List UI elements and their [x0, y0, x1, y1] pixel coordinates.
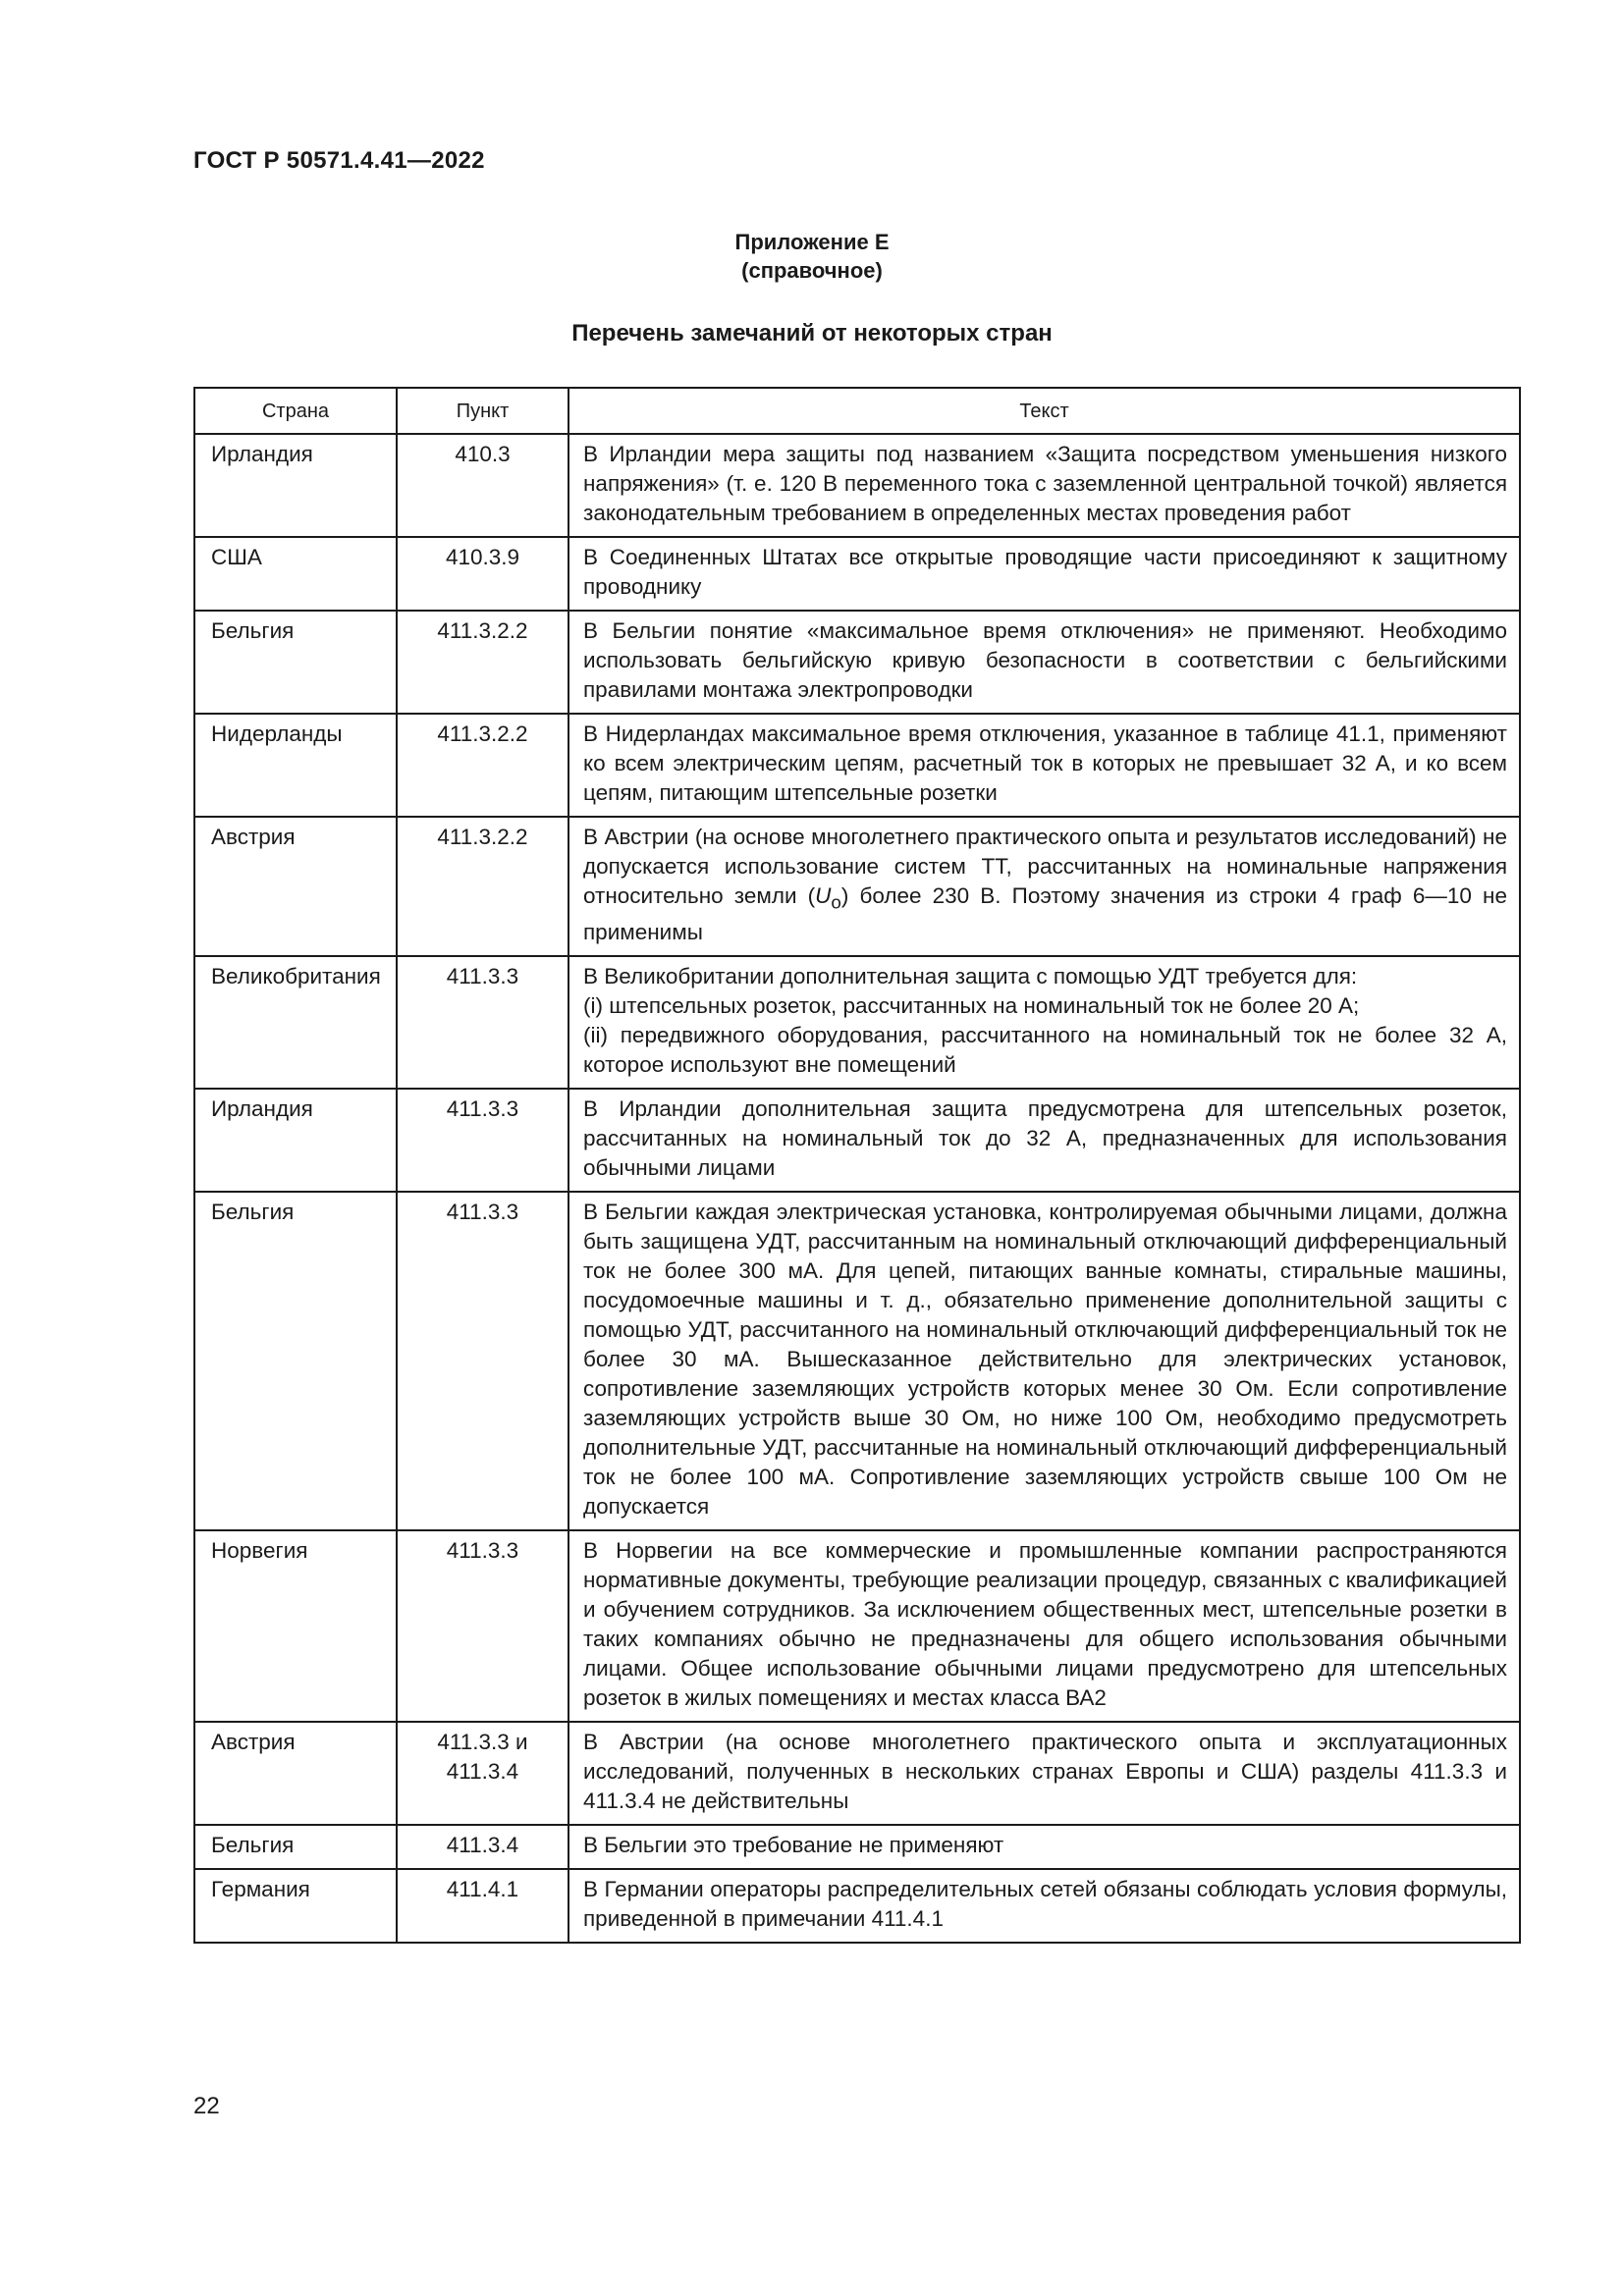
table-row: [194, 1825, 1520, 1869]
table-header-row: [194, 388, 1520, 434]
table-row: [194, 434, 1520, 537]
country-cell: Нидерланды: [194, 714, 397, 817]
table-row: [194, 1722, 1520, 1825]
text-part: ) более 230 В. Поэтому значения из строки 4 граф 6—10 не применимы: [583, 883, 1507, 944]
text-cell: [568, 817, 1520, 956]
text-line: (ii) передвижного оборудования, рассчитанного на номинальный ток не более 32 А, которое используют вне помещений: [583, 1022, 1507, 1077]
header-clause: Пункт: [397, 388, 568, 434]
country-cell: Бельгия: [194, 1825, 397, 1869]
text-cell: В Норвегии на все коммерческие и промышленные компании распространяются нормативные документы, требующие реализации процедур, связанных с квалификацией и обучением сотрудников. За исключением общественных мест, штепсельные розетки в таких компаниях обычно не предназначены для общего использования обычными лицами. Общее использование обычными лицами предусмотрено для штепсельных розеток в жилых помещениях и местах класса ВА2: [568, 1530, 1520, 1722]
table-row: [194, 1530, 1520, 1722]
voltage-symbol: U: [815, 883, 832, 908]
clause-cell: 411.3.2.2: [397, 611, 568, 714]
text-cell: В Бельгии понятие «максимальное время отключения» не применяют. Необходимо использовать бельгийскую кривую безопасности в соответствии с бельгийскими правилами монтажа электропроводки: [568, 611, 1520, 714]
table-row: [194, 817, 1520, 956]
text-part: В Австрии (на основе многолетнего практического опыта и результатов исследований) не допускается использование систем ТТ, рассчитанных на номинальные напряжения относительно земли (: [583, 825, 1507, 908]
clause-cell: 411.3.3: [397, 1089, 568, 1192]
country-cell: Бельгия: [194, 611, 397, 714]
clause-line: 411.3.4: [446, 1758, 519, 1784]
text-cell: В Нидерландах максимальное время отключения, указанное в таблице 41.1, применяют ко всем электрическим цепям, расчетный ток в которых не превышает 32 А, и ко всем цепям, питающим штепсельные розетки: [568, 714, 1520, 817]
country-cell: Ирландия: [194, 434, 397, 537]
clause-cell: 411.3.2.2: [397, 714, 568, 817]
clause-cell: 410.3: [397, 434, 568, 537]
text-cell: В Соединенных Штатах все открытые проводящие части присоединяют к защитному проводнику: [568, 537, 1520, 611]
header-text: Текст: [568, 388, 1520, 434]
text-cell: В Ирландии дополнительная защита предусмотрена для штепсельных розеток, рассчитанных на номинальный ток до 32 А, предназначенных для использования обычными лицами: [568, 1089, 1520, 1192]
text-cell: В Ирландии мера защиты под названием «Защита посредством уменьшения низкого напряжения» (т. е. 120 В переменного тока с заземленной центральной точкой) является законодательным требованием в определенных местах проведения работ: [568, 434, 1520, 537]
voltage-subscript: o: [831, 891, 841, 913]
country-cell: Норвегия: [194, 1530, 397, 1722]
table-title: Перечень замечаний от некоторых стран: [571, 320, 1053, 347]
clause-cell: 411.3.3: [397, 1530, 568, 1722]
text-cell: В Бельгии это требование не применяют: [568, 1825, 1520, 1869]
clause-cell: 411.3.3: [397, 956, 568, 1089]
table-row: [194, 611, 1520, 714]
text-cell: В Бельгии каждая электрическая установка, контролируемая обычными лицами, должна быть защищена УДТ, рассчитанным на номинальный отключающий дифференциальный ток не более 300 мА. Для цепей, питающих ванные комнаты, стиральные машины, посудомоечные машины и т. д., обязательно применение дополнительной защиты с помощью УДТ, рассчитанного на номинальный отключающий дифференциальный ток не более 30 мА. Вышесказанное действительно для электрических установок, сопротивление заземляющих устройств которых менее 30 Ом. Если сопротивление заземляющих устройств выше 30 Ом, но ниже 100 Ом, необходимо предусмотреть дополнительные УДТ, рассчитанные на номинальный отключающий дифференциальный ток не более 100 мА. Сопротивление заземляющих устройств свыше 100 Ом не допускается: [568, 1192, 1520, 1530]
clause-cell: 410.3.9: [397, 537, 568, 611]
country-cell: Ирландия: [194, 1089, 397, 1192]
country-cell: Австрия: [194, 817, 397, 956]
country-cell: Австрия: [194, 1722, 397, 1825]
text-line: В Великобритании дополнительная защита с помощью УДТ требуется для:: [583, 963, 1358, 988]
appendix-title: Приложение Е: [734, 230, 890, 254]
country-cell: Бельгия: [194, 1192, 397, 1530]
clause-cell: [397, 1722, 568, 1825]
remarks-table: [193, 387, 1521, 1944]
document-code: ГОСТ Р 50571.4.41—2022: [193, 147, 485, 174]
table-row: [194, 714, 1520, 817]
appendix-heading: [0, 228, 1624, 285]
text-cell: В Австрии (на основе многолетнего практического опыта и эксплуатационных исследований, полученных в нескольких странах Европы и США) разделы 411.3.3 и 411.3.4 не действительны: [568, 1722, 1520, 1825]
header-country: Страна: [194, 388, 397, 434]
country-cell: Великобритания: [194, 956, 397, 1089]
text-cell: В Германии операторы распределительных сетей обязаны соблюдать условия формулы, приведенной в примечании 411.4.1: [568, 1869, 1520, 1943]
table-row: [194, 1869, 1520, 1943]
clause-line: 411.3.3 и: [437, 1729, 528, 1754]
text-cell: [568, 956, 1520, 1089]
clause-cell: 411.3.3: [397, 1192, 568, 1530]
table-row: [194, 1192, 1520, 1530]
table-row: [194, 537, 1520, 611]
country-cell: Германия: [194, 1869, 397, 1943]
page-number: 22: [193, 2093, 220, 2119]
appendix-type: (справочное): [741, 258, 883, 283]
text-line: (i) штепсельных розеток, рассчитанных на номинальный ток не более 20 А;: [583, 992, 1360, 1018]
table-row: [194, 1089, 1520, 1192]
clause-cell: 411.3.2.2: [397, 817, 568, 956]
country-cell: США: [194, 537, 397, 611]
clause-cell: 411.4.1: [397, 1869, 568, 1943]
clause-cell: 411.3.4: [397, 1825, 568, 1869]
table-row: [194, 956, 1520, 1089]
